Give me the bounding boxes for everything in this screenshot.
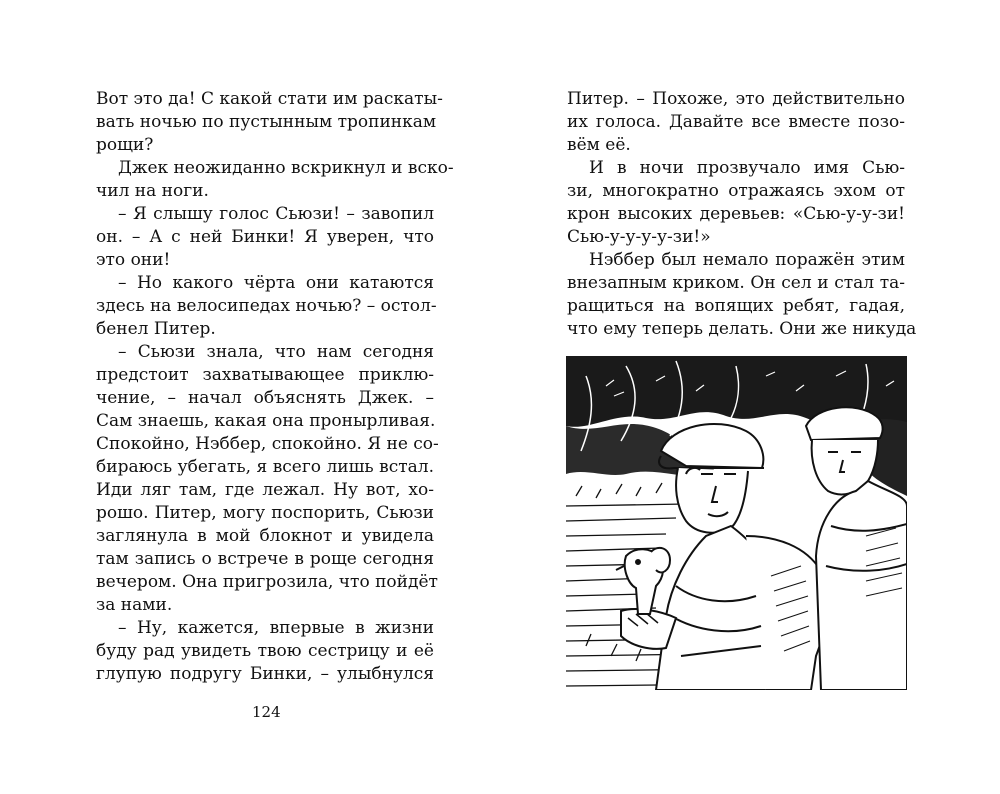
text-line: глупую подругу Бинки, – улыбнулся (96, 664, 434, 684)
text-line: здесь на велосипедах ночью? – остол- (96, 296, 437, 316)
text-line: ращиться на вопящих ребят, гадая, (567, 296, 905, 316)
text-line: вём её. (567, 135, 631, 155)
text-line: там запись о встрече в роще сегодня (96, 549, 434, 569)
text-line: – Сьюзи знала, что нам сегодня (118, 342, 434, 362)
text-line: зи, многократно отражаясь эхом от (567, 181, 905, 201)
text-line: что ему теперь делать. Они же никуда (567, 319, 917, 339)
text-line: их голоса. Давайте все вместе позо- (567, 112, 905, 132)
text-line: Спокойно, Нэббер, спокойно. Я не со- (96, 434, 439, 454)
text-line: Питер. – Похоже, это действительно (567, 89, 905, 109)
text-line: рошо. Питер, могу поспорить, Сьюзи (96, 503, 434, 523)
text-line: Нэббер был немало поражён этим (589, 250, 905, 270)
text-line: Сам знаешь, какая она пронырливая. (96, 411, 436, 431)
text-line: буду рад увидеть твою сестрицу и её (96, 641, 434, 661)
text-line: Иди ляг там, где лежал. Ну вот, хо- (96, 480, 434, 500)
text-line: крон высоких деревьев: «Сью-у-у-зи! (567, 204, 905, 224)
text-line: – Но какого чёрта они катаются (118, 273, 434, 293)
text-line: И в ночи прозвучало имя Сью- (589, 158, 905, 178)
text-line: Сью-у-у-у-у-зи!» (567, 227, 711, 247)
text-line: он. – А с ней Бинки! Я уверен, что (96, 227, 434, 247)
text-line: бенел Питер. (96, 319, 216, 339)
text-line: заглянула в мой блокнот и увидела (96, 526, 434, 546)
text-line: чение, – начал объяснять Джек. – (96, 388, 434, 408)
text-line: – Я слышу голос Сьюзи! – завопил (118, 204, 434, 224)
text-line: бираюсь убегать, я всего лишь встал. (96, 457, 434, 477)
page-number: 124 (252, 703, 281, 721)
text-line: внезапным криком. Он сел и стал та- (567, 273, 905, 293)
text-line: это они! (96, 250, 171, 270)
text-line: Джек неожиданно вскрикнул и вско- (118, 158, 454, 178)
text-line: вечером. Она пригрозила, что пойдёт (96, 572, 438, 592)
text-line: Вот это да! С какой стати им раскаты- (96, 89, 443, 109)
text-line: рощи? (96, 135, 154, 155)
text-line: чил на ноги. (96, 181, 209, 201)
text-line: за нами. (96, 595, 173, 615)
text-line: предстоит захватывающее приклю- (96, 365, 434, 385)
text-line: – Ну, кажется, впервые в жизни (118, 618, 434, 638)
illustration (566, 356, 907, 690)
text-line: вать ночью по пустынным тропинкам (96, 112, 437, 132)
